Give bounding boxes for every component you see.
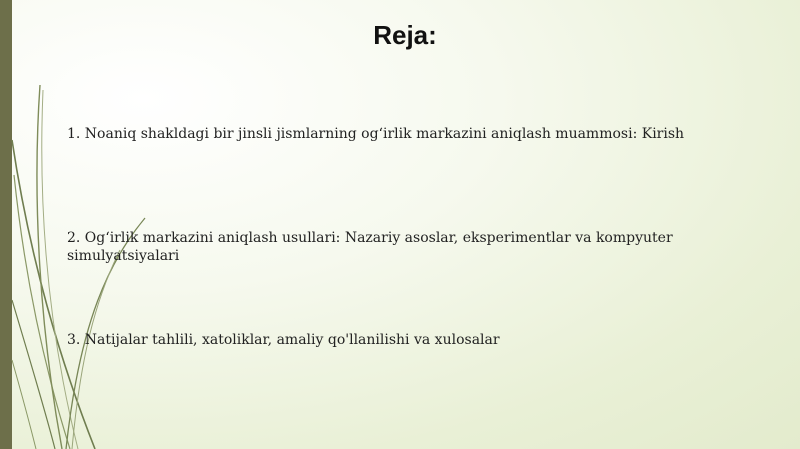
slide-title: Reja:	[373, 20, 437, 50]
list-item: 1. Noaniq shakldagi bir jinsli jismlarning og‘irlik markazini aniqlash muammosi: Kirish	[67, 126, 685, 142]
list-item: 3. Natijalar tahlili, xatoliklar, amaliy qo'llanilishi va xulosalar	[67, 332, 500, 348]
list-item: 2. Og‘irlik markazini aniqlash usullari: Nazariy asoslar, eksperimentlar va kompyuter simulyatsiyalari	[67, 230, 673, 264]
grass-decoration-icon	[0, 0, 200, 449]
